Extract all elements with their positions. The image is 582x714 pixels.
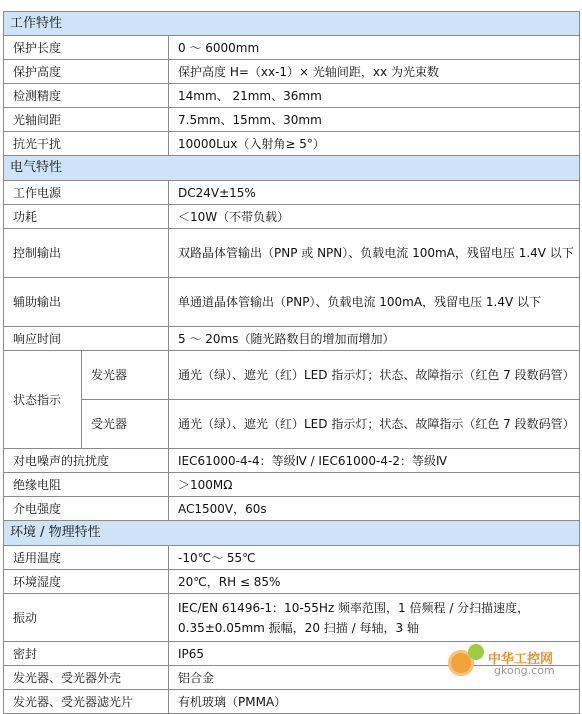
row-value: 铝合金	[169, 666, 580, 690]
row-label: 适用温度	[4, 546, 169, 570]
table-row	[4, 132, 580, 156]
row-value: 双路晶体管输出（PNP 或 NPN）、负载电流 100mA，残留电压 1.4V 以下	[169, 229, 580, 278]
table-row	[4, 84, 580, 108]
row-label: 光轴间距	[4, 108, 169, 132]
row-value: 0 ～ 6000mm	[169, 36, 580, 60]
row-label: 功耗	[4, 205, 169, 229]
table-row	[4, 108, 580, 132]
row-label: 密封	[4, 642, 169, 666]
row-value: IP65	[169, 642, 580, 666]
table-row	[4, 570, 580, 594]
table-row	[4, 278, 580, 327]
table-row	[4, 351, 580, 400]
section-header-electrical	[4, 156, 580, 181]
row-label: 检测精度	[4, 84, 169, 108]
table-row	[4, 60, 580, 84]
row-value: 20℃，RH ≤ 85%	[169, 570, 580, 594]
table-row	[4, 594, 580, 642]
row-value: -10℃～ 55℃	[169, 546, 580, 570]
row-label: 发光器、受光器外壳	[4, 666, 169, 690]
row-label-status: 状态指示	[4, 351, 82, 449]
row-label: 工作电源	[4, 181, 169, 205]
row-value: ＜10W（不带负载）	[169, 205, 580, 229]
row-value: 10000Lux（入射角≥ 5°）	[169, 132, 580, 156]
table-row	[4, 229, 580, 278]
row-value: 14mm、 21mm、36mm	[169, 84, 580, 108]
row-value: 有机玻璃（PMMA）	[169, 690, 580, 714]
row-value: 通光（绿）、遮光（红）LED 指示灯；状态、故障指示（红色 7 段数码管）	[169, 351, 580, 400]
row-value: ＞100MΩ	[169, 473, 580, 497]
row-label: 介电强度	[4, 497, 169, 521]
row-label: 辅助输出	[4, 278, 169, 327]
section-header-environment	[4, 521, 580, 546]
spec-table	[3, 11, 580, 714]
row-value: 7.5mm、15mm、30mm	[169, 108, 580, 132]
row-value: 保护高度 H=（xx-1）× 光轴间距，xx 为光束数	[169, 60, 580, 84]
row-value: 5 ～ 20ms（随光路数目的增加而增加）	[169, 327, 580, 351]
row-value: 通光（绿）、遮光（红）LED 指示灯；状态、故障指示（红色 7 段数码管）	[169, 400, 580, 449]
watermark	[448, 644, 568, 684]
small-gear-icon	[468, 644, 484, 660]
watermark-title: 中华工控网	[488, 652, 554, 667]
table-row	[4, 181, 580, 205]
section-title: 环境 / 物理特性	[4, 521, 580, 546]
row-value: 单通道晶体管输出（PNP）、负载电流 100mA，残留电压 1.4V 以下	[169, 278, 580, 327]
table-row	[4, 36, 580, 60]
table-row	[4, 449, 580, 473]
row-label: 响应时间	[4, 327, 169, 351]
section-header-work	[4, 12, 580, 36]
section-title: 电气特性	[4, 156, 580, 181]
table-row	[4, 546, 580, 570]
watermark-url: gkong.com	[494, 664, 555, 677]
row-value: AC1500V，60s	[169, 497, 580, 521]
table-row	[4, 205, 580, 229]
row-label: 保护高度	[4, 60, 169, 84]
table-row	[4, 473, 580, 497]
section-title: 工作特性	[4, 12, 580, 36]
table-row	[4, 400, 580, 449]
row-value: DC24V±15%	[169, 181, 580, 205]
row-label: 振动	[4, 594, 169, 642]
table-row	[4, 327, 580, 351]
row-label: 环境湿度	[4, 570, 169, 594]
row-label: 抗光干扰	[4, 132, 169, 156]
table-row	[4, 497, 580, 521]
sub-label-receiver: 受光器	[82, 400, 169, 449]
row-label: 控制输出	[4, 229, 169, 278]
row-value: IEC61000-4-4：等级Ⅳ / IEC61000-4-2：等级Ⅳ	[169, 449, 580, 473]
row-value: IEC/EN 61496-1：10-55Hz 频率范围，1 倍频程 / 分扫描速度，0.35±0.05mm 振幅，20 扫描 / 每轴，3 轴	[169, 594, 580, 642]
row-label: 绝缘电阻	[4, 473, 169, 497]
row-label: 对电噪声的抗扰度	[4, 449, 169, 473]
row-label: 发光器、受光器滤光片	[4, 690, 169, 714]
sub-label-emitter: 发光器	[82, 351, 169, 400]
row-label: 保护长度	[4, 36, 169, 60]
